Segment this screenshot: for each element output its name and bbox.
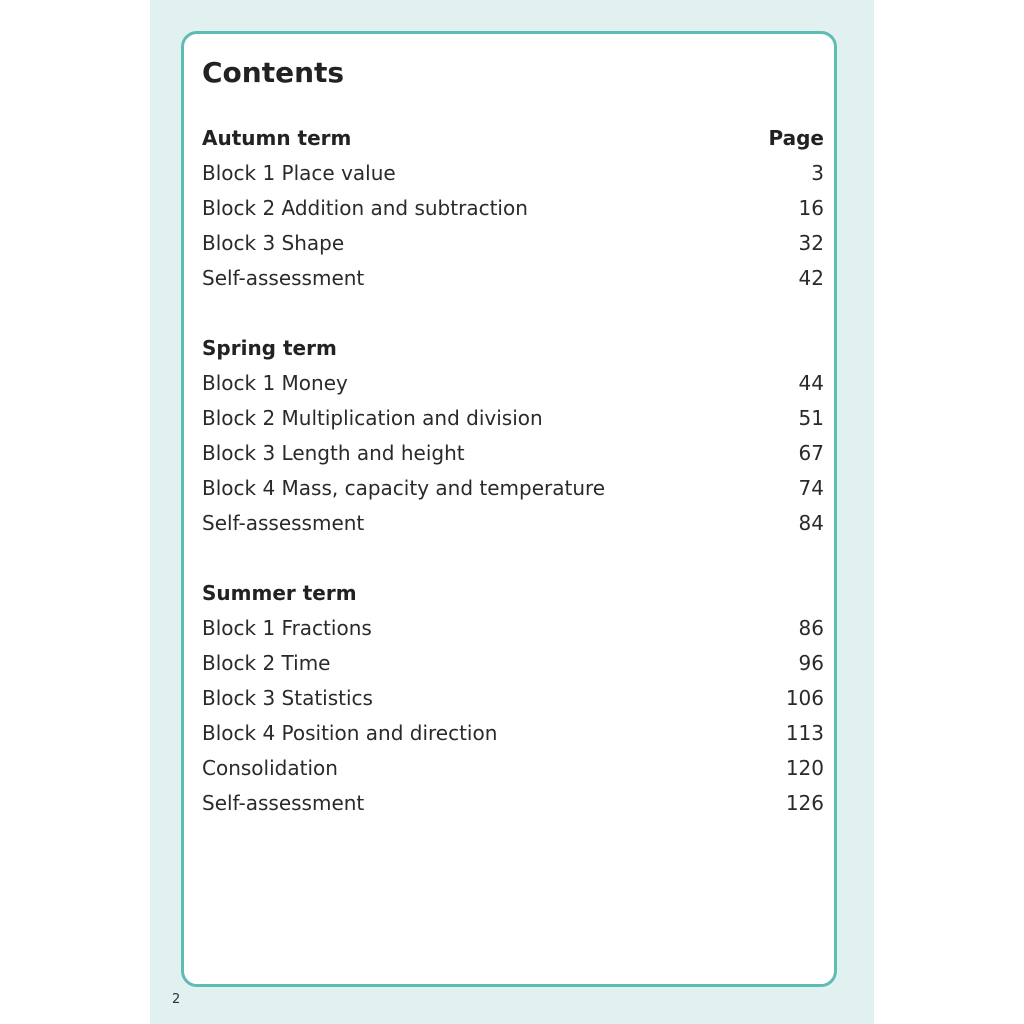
toc-entry-label: Block 3 Statistics [202, 686, 373, 710]
toc-entry-page: 16 [798, 196, 824, 220]
toc-entry-label: Block 1 Fractions [202, 616, 372, 640]
section-heading: Autumn term [202, 126, 352, 150]
toc-entry-label: Self-assessment [202, 791, 365, 815]
toc-entry-page: 67 [798, 441, 824, 465]
toc-entry-label: Self-assessment [202, 266, 365, 290]
section-heading: Summer term [202, 581, 357, 605]
toc-entry[interactable] [202, 476, 824, 511]
toc-section [202, 126, 824, 301]
toc-entry-page: 32 [798, 231, 824, 255]
toc-entry-label: Block 3 Shape [202, 231, 345, 255]
toc-section [202, 581, 824, 826]
toc-entry[interactable] [202, 791, 824, 826]
toc-entry-page: 51 [798, 406, 824, 430]
toc-section [202, 336, 824, 546]
page-title: Contents [202, 56, 345, 89]
toc-entry[interactable] [202, 196, 824, 231]
toc-entry-page: 44 [798, 371, 824, 395]
toc-entry-label: Block 4 Mass, capacity and temperature [202, 476, 606, 500]
toc-entry-label: Self-assessment [202, 511, 365, 535]
toc-entry-label: Consolidation [202, 756, 338, 780]
toc-entry[interactable] [202, 616, 824, 651]
toc-entry[interactable] [202, 266, 824, 301]
toc-entry-page: 126 [785, 791, 824, 815]
page-column-label: Page [768, 126, 824, 150]
toc-entry-page: 42 [798, 266, 824, 290]
toc-entry-page: 113 [785, 721, 824, 745]
toc-entry[interactable] [202, 441, 824, 476]
toc-entry[interactable] [202, 406, 824, 441]
toc-entry-label: Block 2 Multiplication and division [202, 406, 543, 430]
toc-entry[interactable] [202, 161, 824, 196]
toc-entry-label: Block 1 Place value [202, 161, 396, 185]
toc-entry-label: Block 1 Money [202, 371, 348, 395]
toc-entry-page: 96 [798, 651, 824, 675]
toc-entry-page: 120 [785, 756, 824, 780]
page-number: 2 [172, 992, 181, 1007]
toc-entry-label: Block 2 Addition and subtraction [202, 196, 528, 220]
toc-entry-label: Block 2 Time [202, 651, 331, 675]
toc-entry-page: 74 [798, 476, 824, 500]
toc-entry-page: 3 [811, 161, 824, 185]
toc-entry[interactable] [202, 686, 824, 721]
toc-entry-label: Block 3 Length and height [202, 441, 465, 465]
section-heading: Spring term [202, 336, 337, 360]
toc-entry-label: Block 4 Position and direction [202, 721, 498, 745]
toc-entry-page: 106 [785, 686, 824, 710]
book-page [150, 0, 874, 1024]
toc-entry-page: 86 [798, 616, 824, 640]
section-heading-row [202, 336, 824, 371]
section-heading-row [202, 581, 824, 616]
toc-entry[interactable] [202, 651, 824, 686]
section-heading-row [202, 126, 824, 161]
toc-entry[interactable] [202, 231, 824, 266]
toc-entry[interactable] [202, 721, 824, 756]
toc-entry-page: 84 [798, 511, 824, 535]
toc-entry[interactable] [202, 371, 824, 406]
table-of-contents [202, 126, 824, 861]
toc-entry[interactable] [202, 511, 824, 546]
contents-panel [181, 31, 837, 987]
toc-entry[interactable] [202, 756, 824, 791]
